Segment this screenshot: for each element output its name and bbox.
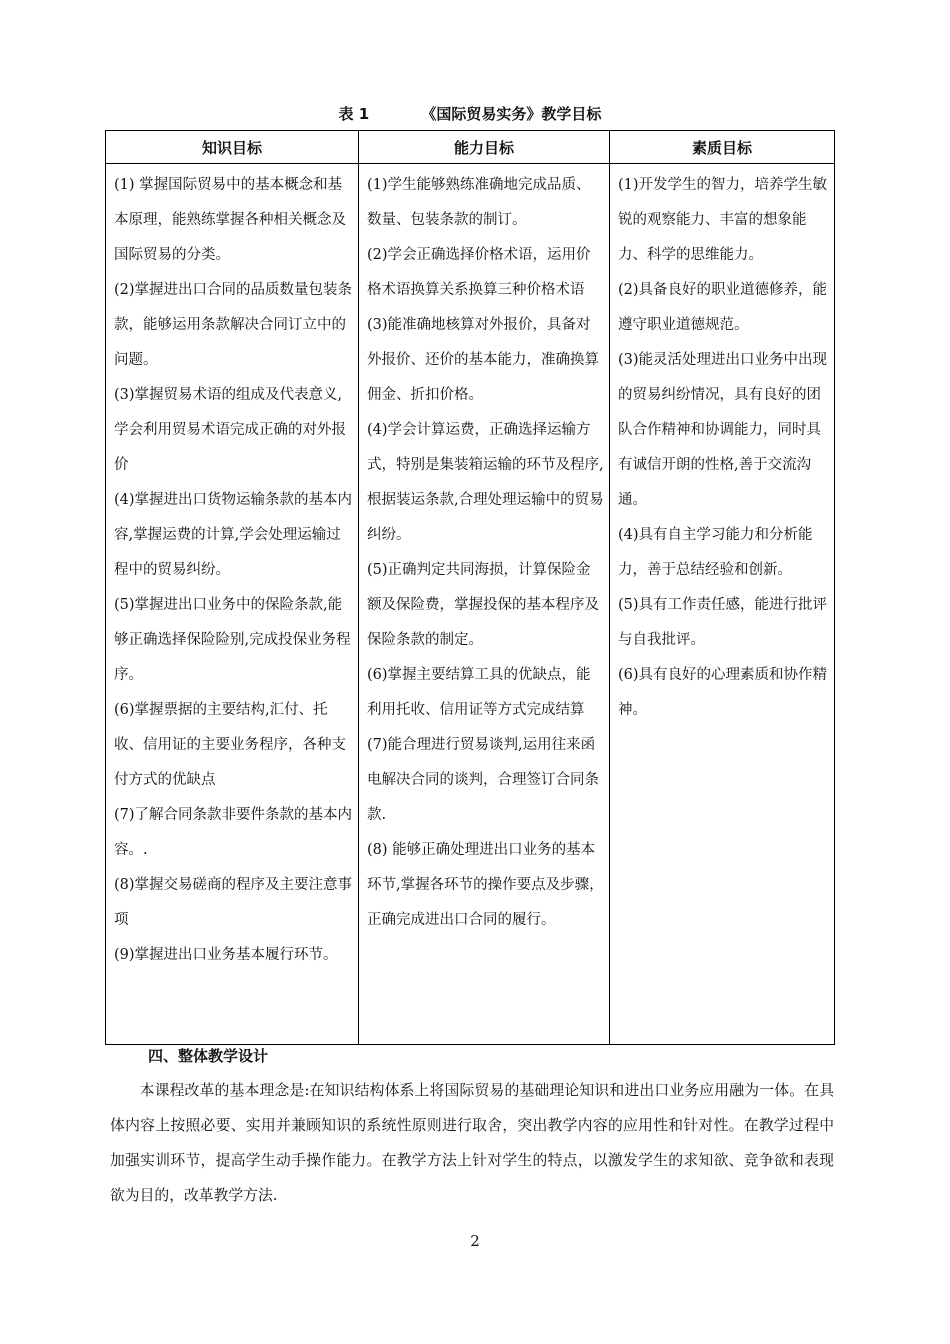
list-item: (1)开发学生的智力，培养学生敏锐的观察能力、丰富的想象能力、科学的思维能力。 bbox=[618, 177, 828, 263]
list-item: (3)能灵活处理进出口业务中出现的贸易纠纷情况，具有良好的团队合作精神和协调能力，同时具有诚信开朗的性格,善于交流沟通。 bbox=[618, 352, 828, 508]
list-item: (2)掌握进出口合同的品质数量包装条款，能够运用条款解决合同订立中的问题。 bbox=[114, 282, 353, 368]
header-ability-goals: 能力目标 bbox=[359, 131, 610, 164]
section-heading: 四、整体教学设计 bbox=[148, 1047, 269, 1065]
table-header-row bbox=[106, 131, 835, 164]
list-item: (4)具有自主学习能力和分析能力，善于总结经验和创新。 bbox=[618, 527, 813, 578]
list-item: (6)具有良好的心理素质和协作精神。 bbox=[618, 667, 828, 718]
quality-goals-cell bbox=[610, 164, 835, 1045]
header-quality-goals: 素质目标 bbox=[610, 131, 835, 164]
knowledge-goals-cell bbox=[106, 164, 359, 1045]
list-item: (6)掌握票据的主要结构,汇付、托收、信用证的主要业务程序，各种支付方式的优缺点 bbox=[114, 702, 346, 788]
header-knowledge-goals: 知识目标 bbox=[106, 131, 359, 164]
list-item: (5)具有工作责任感，能进行批评与自我批评。 bbox=[618, 597, 828, 648]
list-item: (7)了解合同条款非要件条款的基本内容。. bbox=[114, 807, 353, 858]
ability-goals-cell bbox=[359, 164, 610, 1045]
list-item: (8) 能够正确处理进出口业务的基本环节,掌握各环节的操作要点及步骤，正确完成进出口合同的履行。 bbox=[367, 842, 604, 928]
list-item: (7)能合理进行贸易谈判,运用往来函电解决合同的谈判，合理签订合同条款. bbox=[367, 737, 599, 823]
table-row bbox=[106, 164, 835, 1045]
list-item: (2)学会正确选择价格术语，运用价格术语换算关系换算三种价格术语 bbox=[367, 247, 591, 298]
list-item: (9)掌握进出口业务基本履行环节。 bbox=[114, 947, 338, 963]
list-item: (6)掌握主要结算工具的优缺点，能利用托收、信用证等方式完成结算 bbox=[367, 667, 591, 718]
list-item: (1)学生能够熟练准确地完成品质、数量、包装条款的制订。 bbox=[367, 177, 591, 228]
list-item: (8)掌握交易磋商的程序及主要注意事项 bbox=[114, 877, 353, 928]
list-item: (5)正确判定共同海损，计算保险金额及保险费，掌握投保的基本程序及保险条款的制定。 bbox=[367, 562, 599, 648]
table-caption: 表 1 《国际贸易实务》教学目标 bbox=[338, 105, 602, 123]
list-item: (1) 掌握国际贸易中的基本概念和基本原理，能熟练掌握各种相关概念及国际贸易的分类。 bbox=[114, 177, 346, 263]
list-item: (4)学会计算运费，正确选择运输方式，特别是集装箱运输的环节及程序,根据装运条款,合理处理运输中的贸易纠纷。 bbox=[367, 422, 604, 543]
body-paragraph: 本课程改革的基本理念是:在知识结构体系上将国际贸易的基础理论知识和进出口业务应用融为一体。在具体内容上按照必要、实用并兼顾知识的系统性原则进行取舍，突出教学内容的应用性和针对性。在教学过程中加强实训环节，提高学生动手操作能力。在教学方法上针对学生的特点，以激发学生的求知欲、竞争欲和表现欲为目的，改革教学方法. bbox=[110, 1082, 834, 1204]
list-item: (3)掌握贸易术语的组成及代表意义,学会利用贸易术语完成正确的对外报价 bbox=[114, 387, 346, 473]
list-item: (2)具备良好的职业道德修养，能遵守职业道德规范。 bbox=[618, 282, 828, 333]
teaching-goals-table bbox=[105, 130, 835, 1045]
page-number: 2 bbox=[470, 1232, 480, 1250]
list-item: (3)能准确地核算对外报价，具备对外报价、还价的基本能力，准确换算佣金、折扣价格。 bbox=[367, 317, 599, 403]
list-item: (5)掌握进出口业务中的保险条款,能够正确选择保险险别,完成投保业务程序。 bbox=[114, 597, 351, 683]
list-item: (4)掌握进出口货物运输条款的基本内容,掌握运费的计算,学会处理运输过程中的贸易纠纷。 bbox=[114, 492, 353, 578]
